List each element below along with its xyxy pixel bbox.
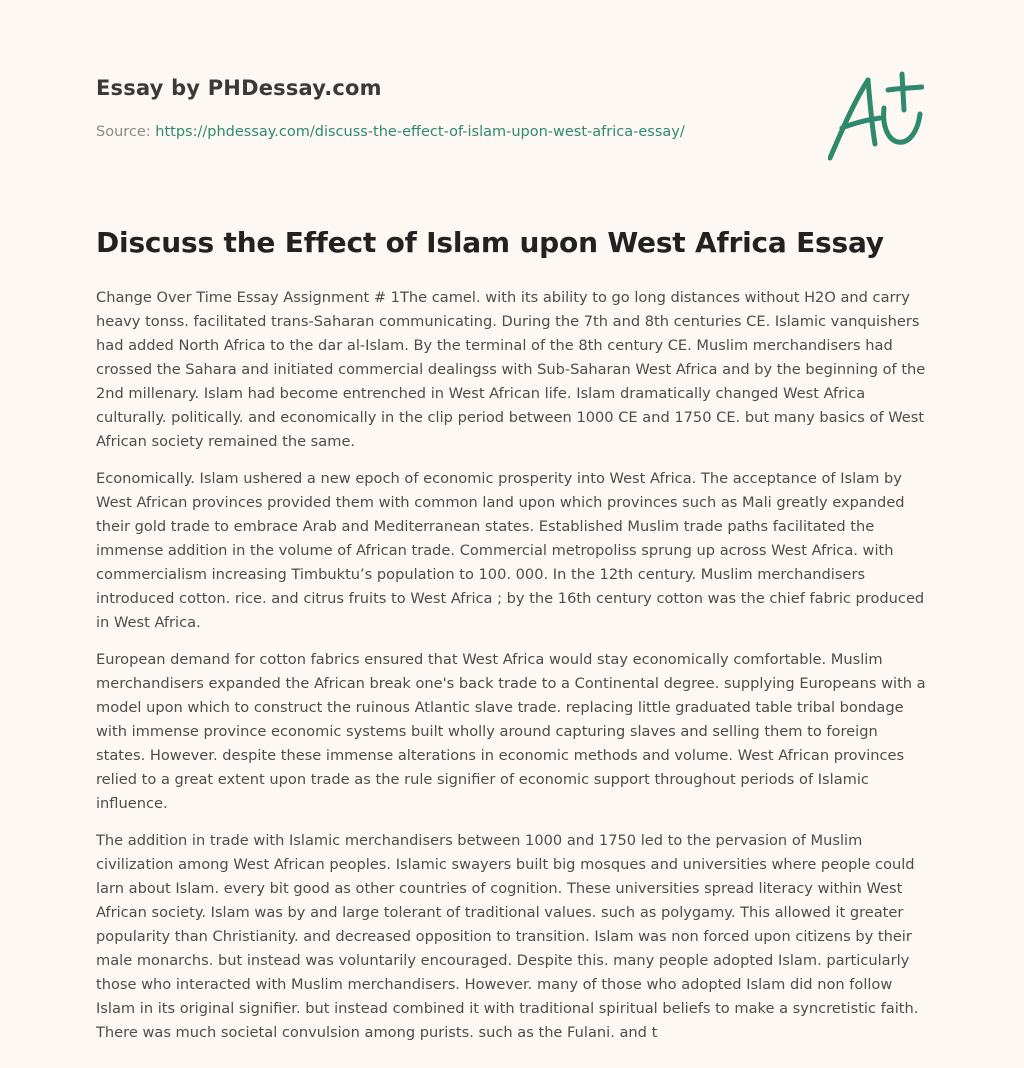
essay-paragraph: The addition in trade with Islamic merchandisers between 1000 and 1750 led to the pervasion of Muslim civilization among West African peoples. Islamic swayers built big mosques and universities where people could larn about Islam. every bit good as other countries of cognition. These universities spread literacy within West African society. Islam was by and large tolerant of traditional values. such as polygamy. This allowed it greater popularity than Christianity. and decreased opposition to transition. Islam was non forced upon citizens by their male monarchs. but instead was voluntarily encouraged. Despite this. many people adopted Islam. particularly those who interacted with Muslim merchandisers. However. many of those who adopted Islam did non follow Islam in its original signifier. but instead combined it with traditional spiritual beliefs to make a syncretistic faith. There was much societal convulsion among purists. such as the Fulani. and t: [96, 832, 919, 1041]
source-line: [96, 124, 685, 140]
essay-paragraph: Change Over Time Essay Assignment # 1The camel. with its ability to go long distances without H2O and carry heavy tonss. facilitated trans-Saharan communicating. During the 7th and 8th centuries CE. Islamic vanquishers had added North Africa to the dar al-Islam. By the terminal of the 8th century CE. Muslim merchandisers had crossed the Sahara and initiated commercial dealingss with Sub-Saharan West Africa and by the beginning of the 2nd millenary. Islam had become entrenched in West African life. Islam dramatically changed West Africa culturally. politically. and economically in the clip period between 1000 CE and 1750 CE. but many basics of West African society remained the same.: [96, 289, 926, 450]
essay-body: [96, 286, 928, 1058]
essay-page: [96, 0, 928, 1041]
essay-title: Discuss the Effect of Islam upon West Africa Essay: [96, 226, 884, 259]
source-label: Source:: [96, 124, 151, 140]
page-header: [96, 0, 928, 200]
a-plus-grade-logo-icon: [828, 68, 924, 164]
essay-paragraph: European demand for cotton fabrics ensured that West Africa would stay economically comfortable. Muslim merchandisers expanded the African break one's back trade to a Continental degree. supplying Europeans with a model upon which to construct the ruinous Atlantic slave trade. replacing little graduated table tribal bondage with immense province economic systems built wholly around capturing slaves and selling them to foreign states. However. despite these immense alterations in economic methods and volume. West African provinces relied to a great extent upon trade as the rule signifier of economic support throughout periods of Islamic influence.: [96, 651, 926, 812]
essay-paragraph: Economically. Islam ushered a new epoch of economic prosperity into West Africa. The acceptance of Islam by West African provinces provided them with common land upon which provinces such as Mali greatly expanded their gold trade to embrace Arab and Mediterranean states. Established Muslim trade paths facilitated the immense addition in the volume of African trade. Commercial metropoliss sprung up across West Africa. with commercialism increasing Timbuktu’s population to 100. 000. In the 12th century. Muslim merchandisers introduced cotton. rice. and citrus fruits to West Africa ; by the 16th century cotton was the chief fabric produced in West Africa.: [96, 470, 925, 631]
source-link[interactable]: https://phdessay.com/discuss-the-effect-of-islam-upon-west-africa-essay/: [155, 124, 685, 140]
site-brand: Essay by PHDessay.com: [96, 76, 382, 100]
